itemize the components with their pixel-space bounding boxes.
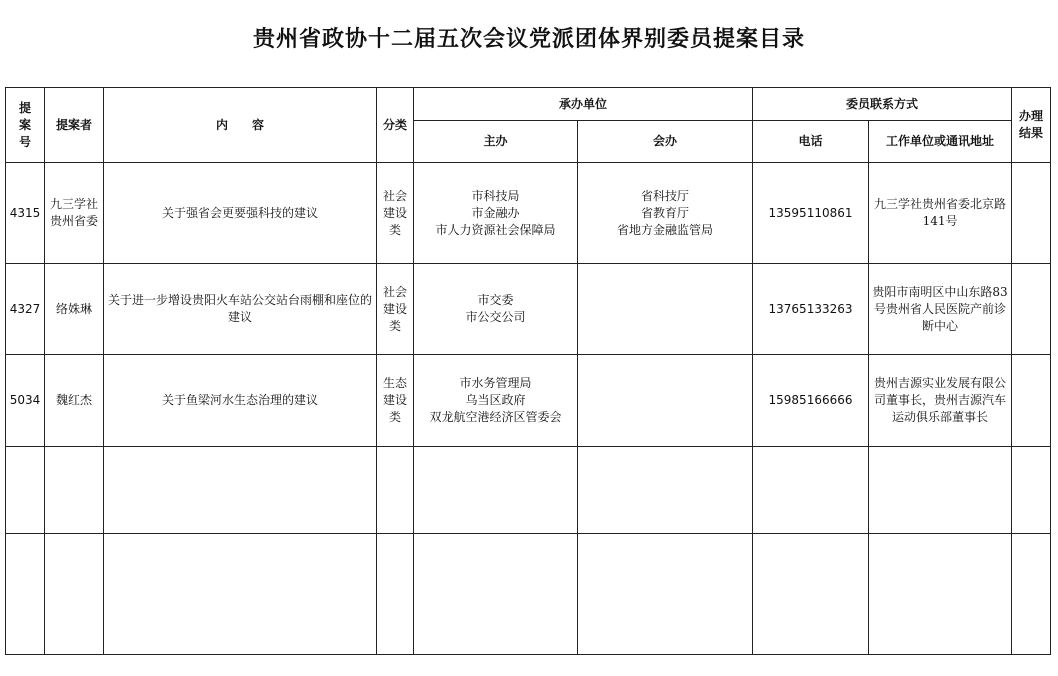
- header-address: 工作单位或通讯地址: [869, 121, 1012, 163]
- cell-line: 案: [18, 117, 31, 132]
- cell-line: 省科技厅: [641, 188, 690, 203]
- proposal-number: 4315: [6, 163, 45, 264]
- cell-line: 社会: [382, 188, 407, 203]
- proposal-content: 关于鱼梁河水生态治理的建议: [104, 355, 377, 447]
- cell-line: 市金融办: [471, 205, 520, 220]
- header-assist: 会办: [578, 121, 753, 163]
- lead-units: [414, 355, 578, 447]
- cell-line: 建设: [382, 301, 407, 316]
- cell-line: 号: [18, 134, 31, 149]
- cell-line: 市科技局: [471, 188, 520, 203]
- header-row-1: [6, 88, 1051, 121]
- cell-line: 络姝琳: [55, 301, 92, 316]
- phone: 13595110861: [753, 163, 869, 264]
- result: [1012, 264, 1051, 355]
- address: 九三学社贵州省委北京路141号: [869, 163, 1012, 264]
- cell-line: 提: [18, 100, 31, 115]
- table-row: [6, 264, 1051, 355]
- cell-line: 建设: [382, 393, 407, 407]
- cell-line: 办理: [1019, 109, 1044, 123]
- cell-line: 乌当区政府: [465, 393, 526, 407]
- proposal-number: 5034: [6, 355, 45, 447]
- cell-line: 结果: [1019, 126, 1044, 140]
- header-content: 内 容: [104, 88, 377, 163]
- proposal-content: 关于进一步增设贵阳火车站公交站台雨棚和座位的建议: [104, 264, 377, 355]
- cell-line: 贵州省委: [49, 214, 98, 228]
- header-phone: 电话: [753, 121, 869, 163]
- proposer: [45, 264, 104, 355]
- assist-units: [578, 264, 753, 355]
- category: [377, 163, 414, 264]
- table-row: [6, 355, 1051, 447]
- result: [1012, 355, 1051, 447]
- cell-line: 建设: [382, 205, 407, 220]
- phone: 15985166666: [753, 355, 869, 447]
- assist-units: [578, 163, 753, 264]
- phone: 13765133263: [753, 264, 869, 355]
- cell-line: 类: [388, 410, 401, 424]
- cell-line: 市水务管理局: [459, 376, 532, 390]
- header-result: [1012, 88, 1051, 163]
- proposal-content: 关于强省会更要强科技的建议: [104, 163, 377, 264]
- table-row: [6, 163, 1051, 264]
- header-lead: 主办: [414, 121, 578, 163]
- proposal-table: [5, 87, 1051, 655]
- cell-line: 生态: [382, 376, 407, 390]
- cell-line: 市交委: [477, 293, 514, 307]
- cell-line: 社会: [382, 284, 407, 299]
- result: [1012, 163, 1051, 264]
- lead-units: [414, 163, 578, 264]
- header-category: 分类: [377, 88, 414, 163]
- empty-row: [6, 534, 1051, 655]
- proposer: [45, 163, 104, 264]
- cell-line: 类: [388, 318, 401, 333]
- cell-line: 省地方金融监管局: [617, 222, 714, 237]
- cell-line: 市人力资源社会保障局: [435, 222, 556, 237]
- cell-line: 市公交公司: [465, 310, 526, 324]
- proposer: [45, 355, 104, 447]
- header-num: [6, 88, 45, 163]
- lead-units: [414, 264, 578, 355]
- cell-line: 类: [388, 222, 401, 237]
- header-contact: 委员联系方式: [753, 88, 1012, 121]
- cell-line: 双龙航空港经济区管委会: [429, 410, 562, 424]
- cell-line: 省教育厅: [641, 205, 690, 220]
- empty-row: [6, 447, 1051, 534]
- proposal-number: 4327: [6, 264, 45, 355]
- category: [377, 264, 414, 355]
- assist-units: [578, 355, 753, 447]
- address: 贵阳市南明区中山东路83号贵州省人民医院产前诊断中心: [869, 264, 1012, 355]
- header-units: 承办单位: [414, 88, 753, 121]
- page-title: 贵州省政协十二届五次会议党派团体界别委员提案目录: [252, 27, 805, 52]
- cell-line: 九三学社: [49, 197, 98, 211]
- header-proposer: 提案者: [45, 88, 104, 163]
- address: 贵州吉源实业发展有限公司董事长，贵州吉源汽车运动俱乐部董事长: [869, 355, 1012, 447]
- category: [377, 355, 414, 447]
- cell-line: 魏红杰: [55, 393, 92, 407]
